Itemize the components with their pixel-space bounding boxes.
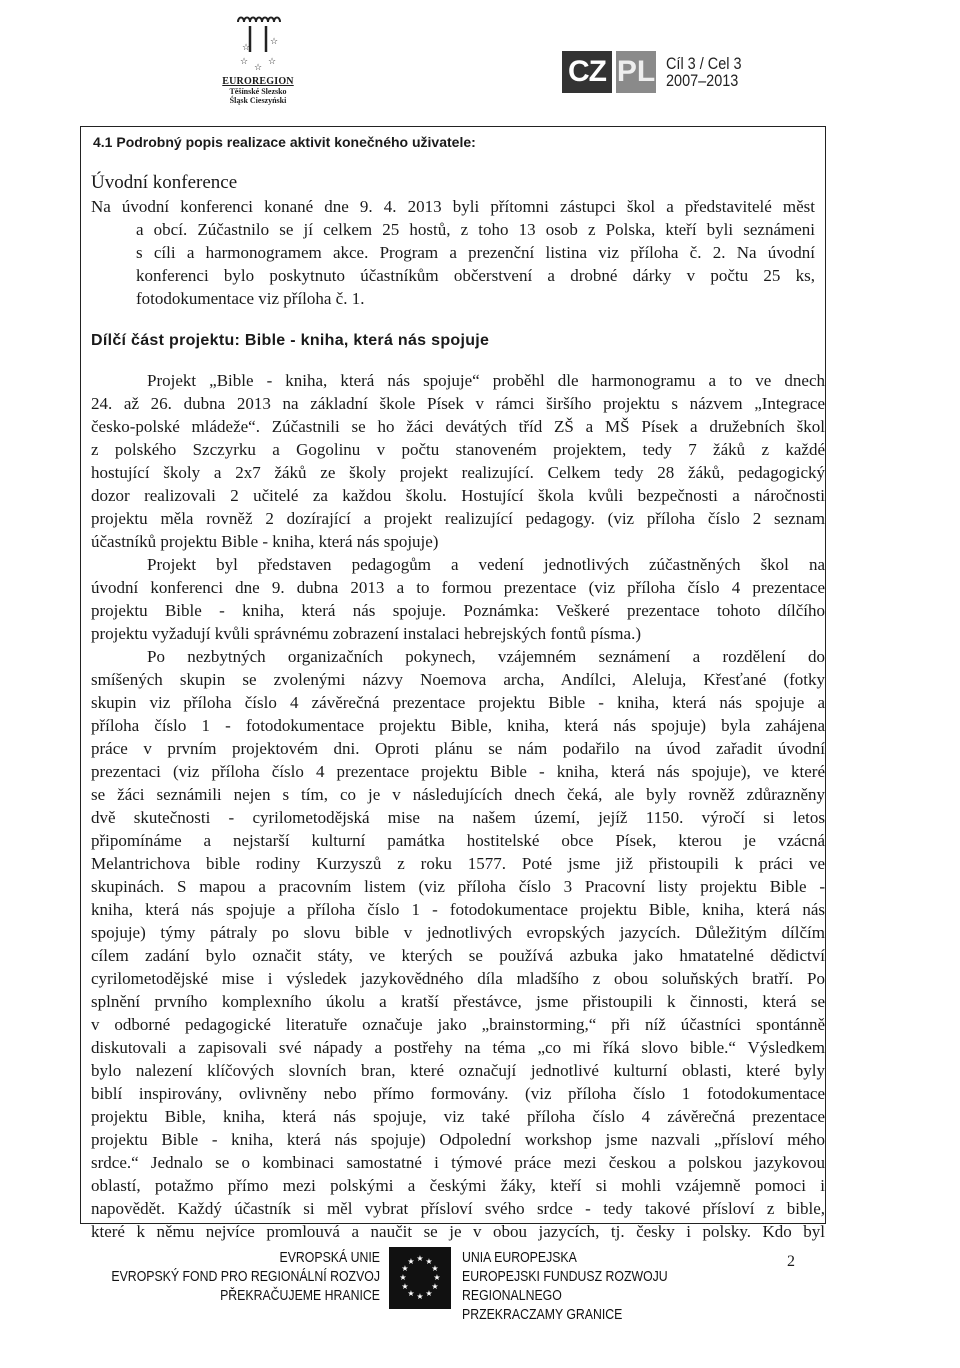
- body-line: diskutovali a zapisovali své nápady a postřehy na téma „co mi říká slovo bible.“ Výsledkem: [91, 1038, 825, 1057]
- svg-text:☆: ☆: [240, 57, 249, 67]
- intro-line: konferenci bylo poskytnuto účastníkům občerstvení a drobné dárky v počtu 25 ks,: [136, 266, 815, 285]
- body-line: které k němu nejvíce promlouvá a naučit se je v obou jazycích, tj. česky i polsky. Kdo byl: [91, 1222, 825, 1241]
- body-line: projektu Bible - kniha, která nás spojuje. Poznámka: Veškeré prezentace tohoto dílčího: [91, 601, 825, 620]
- svg-text:★: ★: [407, 1257, 415, 1266]
- body-line: biblí inspirovány, ovlivněny nebo přímo formovány. (viz příloha číslo 1 fotodokumentace: [91, 1084, 825, 1103]
- body-line: prezentaci (viz příloha číslo 4 prezentace projektu Bible - kniha, která nás spojuje), ve které: [91, 762, 825, 781]
- svg-text:☆: ☆: [268, 57, 277, 67]
- body-line: skupinách. S mapou a pracovním listem (viz příloha číslo 3 Pracovní listy projektu Bible -: [91, 877, 825, 896]
- page-number: 2: [787, 1253, 795, 1270]
- footer-cz-line: EVROPSKÁ UNIE: [279, 1249, 380, 1266]
- body-line: projektu Bible - kniha, která nás spojuje) Odpolední workshop jsme nazvali „přísloví mého: [91, 1130, 825, 1149]
- svg-text:★: ★: [431, 1264, 439, 1273]
- svg-text:★: ★: [416, 1292, 424, 1301]
- footer-cz-line: EVROPSKÝ FOND PRO REGIONÁLNÍ ROZVOJ: [111, 1268, 381, 1285]
- body-line: v odborné pedagogické literatuře označuje jako „brainstorming,“ při níž účastníci spontánně: [91, 1015, 825, 1034]
- euroregion-name: EUROREGION: [222, 76, 294, 87]
- body-line: připomínáme a nejstarší kulturní památka hostitelské obce Písek, kterou je vzácná: [91, 831, 825, 850]
- intro-paragraph: [91, 195, 815, 310]
- body-line: česko-polské mládeže“. Zúčastnili se ho žáci devátých tříd ZŠ a MŠ Písek a družebních škol: [91, 417, 825, 436]
- footer-cz-line: PŘEKRAČUJEME HRANICE: [220, 1287, 380, 1304]
- body-line: účastníků projektu Bible - kniha, která nás spojuje): [91, 532, 439, 551]
- body-line: dozor realizovali 2 učitelé za každou školu. Hostující škola kvůli bezpečnosti a náročnosti: [91, 486, 825, 505]
- footer-cz: [101, 1248, 380, 1305]
- cz-logo-box: CZ: [562, 51, 612, 93]
- body-line: smíšených skupin se zvolenými názvy Noemova archa, Andílci, Aleluja, Křesťané (fotky: [91, 670, 825, 689]
- svg-text:★: ★: [399, 1273, 407, 1282]
- footer-pl: [462, 1248, 757, 1324]
- body-line: projektu vyžadují kvůli správnému zobrazení instalaci hebrejských fontů písma.): [91, 624, 641, 643]
- body-line: skupin viz příloha číslo 4 závěrečná prezentace projektu Bible - kniha, která nás spojuje a: [91, 693, 825, 712]
- body-line: hostující školy a 2x7 žáků ze školy projekt realizující. Celkem tedy 28 žáků, pedagogický: [91, 463, 825, 482]
- body-paragraph: [91, 369, 825, 1243]
- svg-text:★: ★: [401, 1282, 409, 1291]
- eu-flag-icon: [389, 1247, 451, 1309]
- body-line: oblastí, potažmo přímo mezi polskými a českými žáky, kteří si mohli vzájemně pomoci i: [91, 1176, 825, 1195]
- euroregion-logo: [222, 12, 294, 122]
- svg-text:★: ★: [425, 1257, 433, 1266]
- body-line: kniha, která nás spojuje a příloha číslo 1 - fotodokumentace projektu Bible, kniha, která nás: [91, 900, 825, 919]
- body-line: projektu Bible, kniha, která nás spojuje, viz také příloha číslo 4 závěrečná prezentace: [91, 1107, 825, 1126]
- pl-logo-box: PL: [616, 51, 656, 93]
- euroregion-emblem-icon: [230, 12, 286, 74]
- svg-text:★: ★: [407, 1289, 415, 1298]
- footer-pl-line: EUROPEJSKI FUNDUSZ ROZWOJU REGIONALNEGO: [462, 1268, 668, 1304]
- programme-code-line-1: Cíl 3 / Cel 3: [666, 54, 742, 73]
- body-line: cyrilometodějské mise i výsledek jazykovědného díla mladšího z obou soluňských bratří. Po: [91, 969, 825, 988]
- body-line: Projekt „Bible - kniha, která nás spojuje“ proběhl dle harmonogramu a to ve dnech: [147, 371, 825, 390]
- body-line: bylo nalezení klíčových slovních bran, které označují jednotlivé kulturní oblasti, které byly: [91, 1061, 825, 1080]
- programme-code-line-2: 2007–2013: [666, 71, 739, 90]
- svg-text:★: ★: [416, 1254, 424, 1263]
- body-line: Melantrichova bible rodiny Kurzyszů z roku 1577. Poté jsme již přistoupili k práci ve: [91, 854, 825, 873]
- intro-line: s cíli a harmonogramem akce. Program a prezenční listina viz příloha č. 2. Na úvodní: [136, 243, 815, 262]
- body-line: z polského Szczyrku a Gogolinu v počtu stanoveném projektem, tedy 7 žáků z každé: [91, 440, 825, 459]
- body-line: práce v prvním projektovém dni. Oproti plánu se nám podařilo na úvod zařadit úvodní: [91, 739, 825, 758]
- svg-text:★: ★: [431, 1282, 439, 1291]
- svg-text:★: ★: [425, 1289, 433, 1298]
- footer-pl-line: PRZEKRACZAMY GRANICE: [462, 1306, 623, 1323]
- body-line: spojuje) týmy pátraly po slovu bible v jednotlivých evropských jazycích. Důležitým dílčím: [91, 923, 825, 942]
- euroregion-sub-cz: Těšínské Slezsko: [229, 87, 287, 96]
- svg-text:☆: ☆: [254, 63, 263, 73]
- body-line: úvodní konferenci dne 9. dubna 2013 a to formou prezentace (viz příloha číslo 4 prezentace: [91, 578, 825, 597]
- cz-pl-programme-logo: [562, 47, 755, 97]
- part-heading: Dílčí část projektu: Bible - kniha, která nás spojuje: [91, 332, 490, 349]
- body-line: cílem zadání bylo označit státy, ve kterých se používá azbuka jako hmatatelné dědictví: [91, 946, 825, 965]
- body-line: příloha číslo 1 - fotodokumentace projektu Bible, kniha, která nás spojuje) byla zahájena: [91, 716, 825, 735]
- body-line: srdce.“ Jednalo se o kombinaci samostatné i týmové práce mezi českou a polskou jazykovou: [91, 1153, 825, 1172]
- body-line: projektu měla rovněž 2 dozírající a projekt realizující pedagogy. (viz příloha číslo 2 seznam: [91, 509, 825, 528]
- footer-pl-line: UNIA EUROPEJSKA: [462, 1249, 577, 1266]
- intro-title: Úvodní konference: [91, 172, 238, 193]
- body-line: dvě skutečnosti - cyrilometodějská mise na našem území, jejíž 1150. výročí si letos: [91, 808, 825, 827]
- euroregion-sub-pl: Śląsk Cieszyński: [229, 96, 287, 105]
- svg-text:☆: ☆: [242, 43, 251, 53]
- body-line: splnění prvního komplexního úkolu a kratší přestávce, jsme přistoupili k činnosti, která se: [91, 992, 825, 1011]
- intro-line: fotodokumentace viz příloha č. 1.: [136, 289, 365, 308]
- body-line: napovědět. Každý účastník si měl vybrat přísloví svého srdce - tedy takové přísloví z bible,: [91, 1199, 825, 1218]
- svg-text:★: ★: [433, 1273, 441, 1282]
- svg-text:★: ★: [401, 1264, 409, 1273]
- intro-line: a obcí. Zúčastnilo se jí celkem 25 hostů, z toho 13 osob z Polska, kteří byli seznámeni: [136, 220, 815, 239]
- body-line: Projekt byl představen pedagogům a vedení jednotlivých zúčastněných škol na: [147, 555, 825, 574]
- section-heading: 4.1 Podrobný popis realizace aktivit konečného uživatele:: [93, 134, 476, 150]
- body-line: se žáci seznámili nejen s tím, co je v následujících dnech čeká, ale byly rovněž zdůrazněny: [91, 785, 825, 804]
- intro-line: Na úvodní konferenci konané dne 9. 4. 2013 byli přítomni zástupci škol a představitelé měst: [91, 197, 815, 216]
- body-line: Po nezbytných organizačních pokynech, vzájemném seznámení a rozdělení do: [147, 647, 825, 666]
- programme-code: [666, 55, 741, 89]
- svg-text:☆: ☆: [270, 37, 279, 47]
- body-line: 24. až 26. dubna 2013 na základní škole Písek v rámci širšího projektu s názvem „Integrace: [91, 394, 825, 413]
